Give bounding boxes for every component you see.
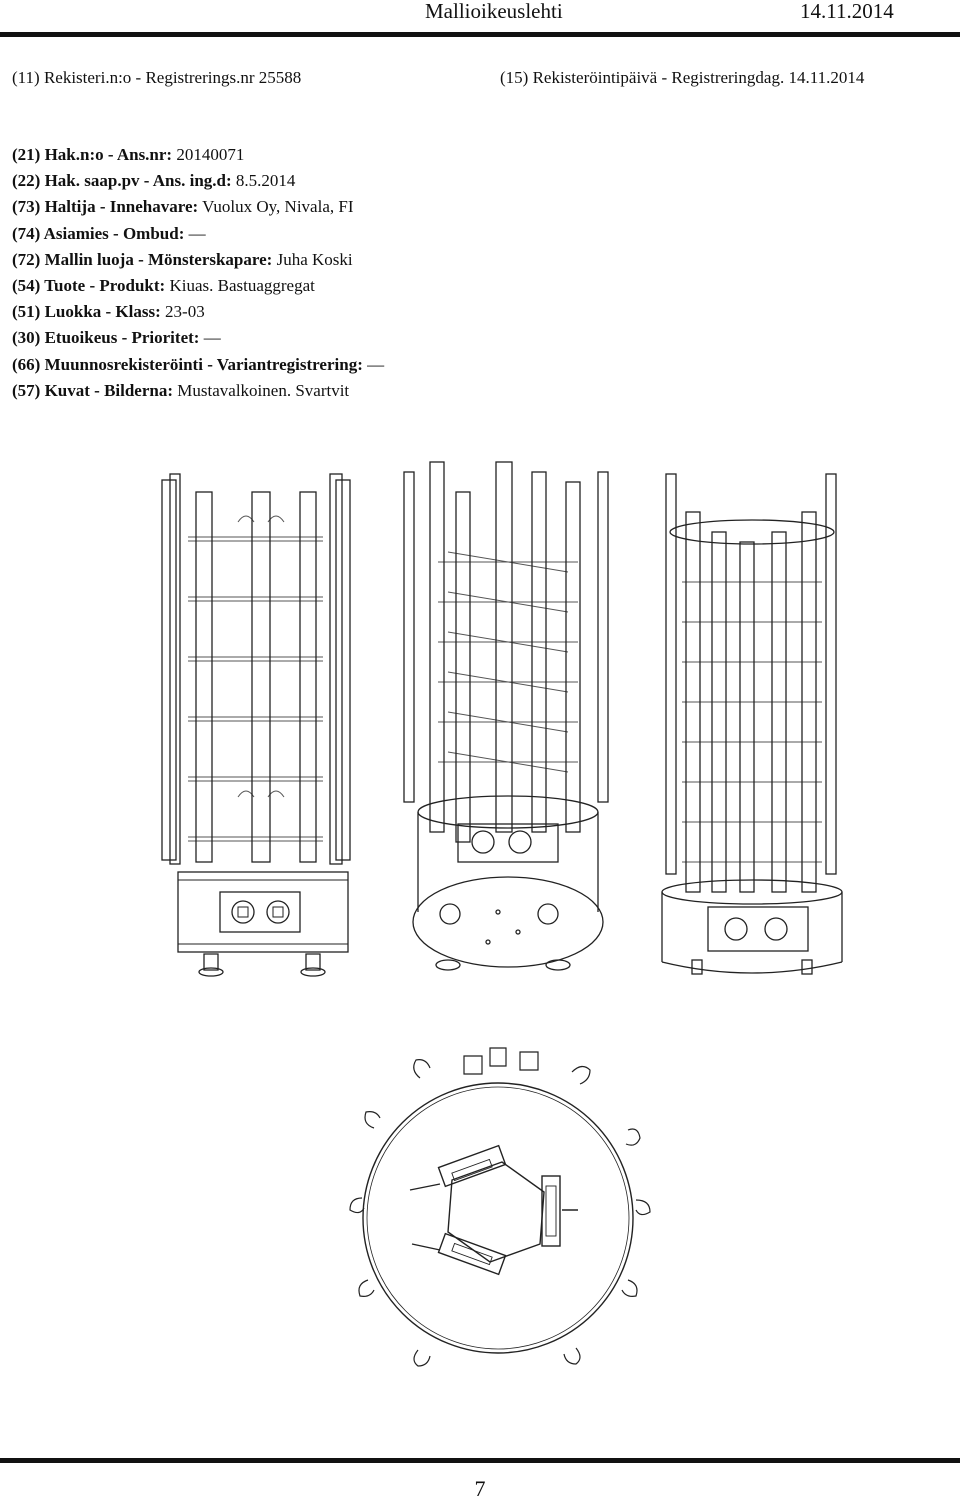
registration-number: (11) Rekisteri.n:o - Registrerings.nr 25588 bbox=[12, 68, 302, 87]
heater-bottom-perspective-drawing bbox=[398, 452, 618, 986]
field-product: (54) Tuote - Produkt: Kiuas. Bastuaggregat bbox=[12, 275, 315, 295]
footer-rule bbox=[0, 1458, 960, 1463]
field-priority: (30) Etuoikeus - Prioritet: — bbox=[12, 328, 221, 348]
heater-side-view-drawing bbox=[642, 452, 864, 986]
field-images: (57) Kuvat - Bilderna: Mustavalkoinen. Svartvit bbox=[12, 380, 350, 400]
field-class: (51) Luokka - Klass: 23-03 bbox=[12, 302, 205, 322]
field-variant: (66) Muunnosrekisteröinti - Variantregistrering: — bbox=[12, 354, 385, 374]
field-filing-date: (22) Hak. saap.pv - Ans. ing.d: 8.5.2014 bbox=[12, 171, 296, 191]
heater-front-view-drawing bbox=[148, 452, 363, 986]
field-agent: (74) Asiamies - Ombud: — bbox=[12, 223, 206, 243]
field-holder: (73) Haltija - Innehavare: Vuolux Oy, Nivala, FI bbox=[12, 197, 354, 217]
header-rule bbox=[0, 32, 960, 37]
page-header bbox=[0, 0, 960, 30]
field-designer: (72) Mallin luoja - Mönsterskapare: Juha Koski bbox=[12, 249, 353, 269]
registration-date: (15) Rekisteröintipäivä - Registreringdag. 14.11.2014 bbox=[500, 68, 865, 87]
field-application-number: (21) Hak.n:o - Ans.nr: 20140071 bbox=[12, 145, 245, 164]
publication-title: Mallioikeuslehti bbox=[425, 0, 563, 23]
header-date: 14.11.2014 bbox=[800, 0, 894, 23]
page-number: 7 bbox=[474, 1476, 486, 1501]
design-fields bbox=[12, 142, 384, 404]
heater-top-view-drawing bbox=[332, 1030, 664, 1376]
